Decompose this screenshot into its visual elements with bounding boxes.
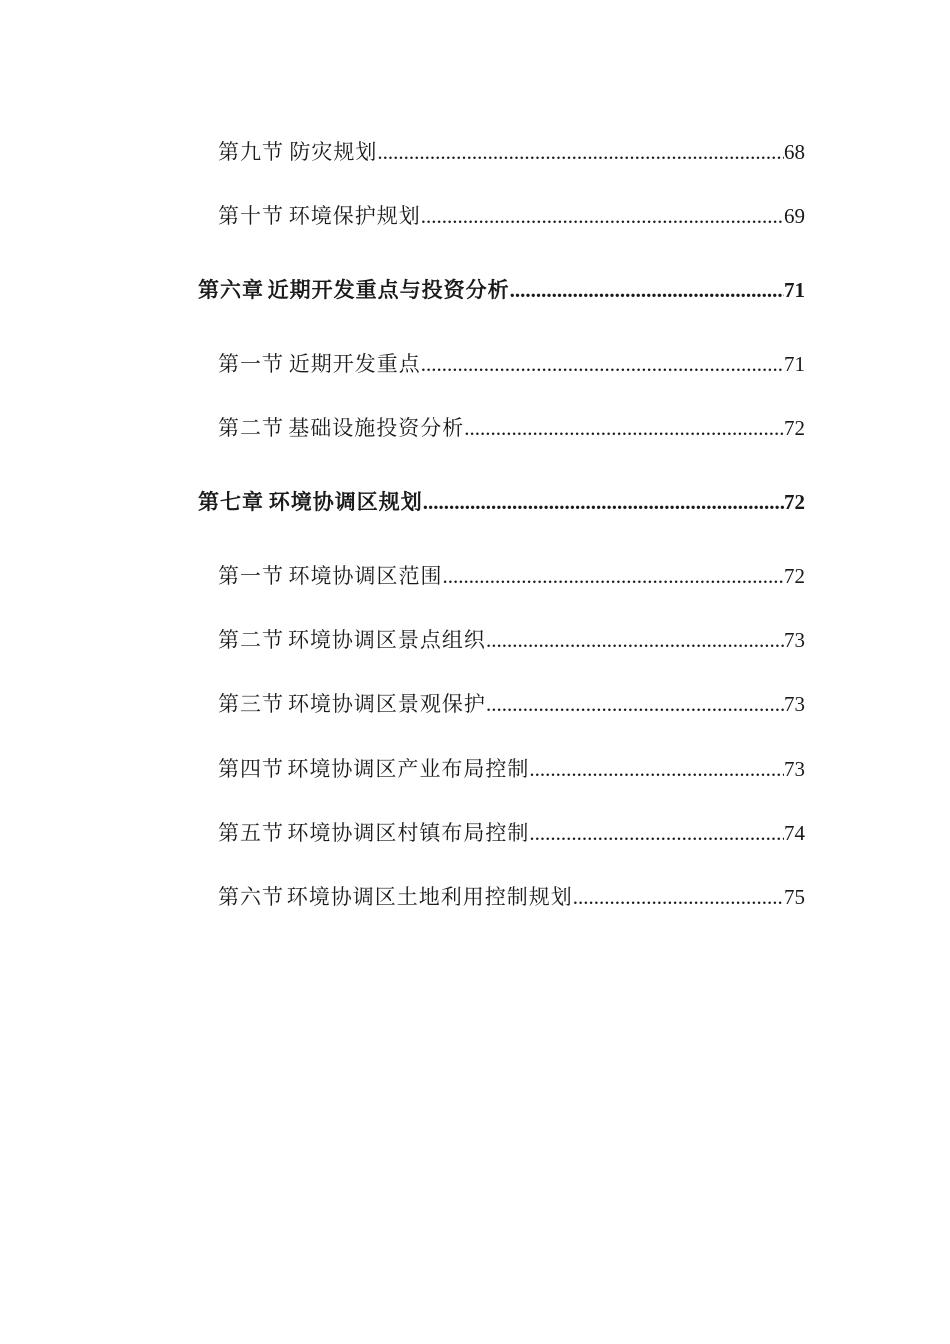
toc-entry-number: 第三节 (218, 692, 284, 716)
toc-entry-page: 73 (784, 628, 805, 652)
toc-entry[interactable] (218, 200, 805, 230)
toc-entry-number: 第五节 (218, 821, 284, 845)
toc-entry-title: 近期开发重点 (288, 352, 421, 376)
toc-entry-page: 69 (784, 204, 805, 228)
dot-leader (510, 278, 784, 303)
toc-entry-page: 74 (784, 821, 805, 845)
toc-entry-page: 68 (784, 140, 805, 164)
dot-leader (423, 490, 784, 515)
toc-entry-number: 第二节 (218, 628, 284, 652)
toc-entry-number: 第六章 (198, 277, 264, 302)
toc-entry-number: 第九节 (218, 140, 284, 164)
toc-entry-page: 73 (784, 757, 805, 781)
toc-entry-number: 第七章 (198, 489, 264, 514)
dot-leader (377, 140, 784, 165)
toc-entry[interactable] (218, 348, 805, 378)
toc-entry-page: 72 (784, 490, 805, 514)
dot-leader (529, 821, 784, 846)
toc-entry-number: 第一节 (218, 352, 284, 376)
toc-entry-number: 第二节 (218, 416, 284, 440)
dot-leader (573, 885, 784, 910)
toc-entry[interactable] (218, 881, 805, 911)
toc-chapter-entry[interactable] (198, 274, 805, 304)
dot-leader (421, 204, 784, 229)
toc-entry-page: 75 (784, 885, 805, 909)
toc-entry-page: 71 (784, 278, 805, 302)
toc-entry[interactable] (218, 753, 805, 783)
toc-entry-title: 基础设施投资分析 (288, 416, 465, 440)
toc-entry-page: 72 (784, 564, 805, 588)
toc-chapter-entry[interactable] (198, 486, 805, 516)
toc-entry[interactable] (218, 412, 805, 442)
toc-entry-title: 环境协调区范围 (288, 564, 443, 588)
toc-entry-page: 73 (784, 692, 805, 716)
toc-entry-title: 环境协调区景点组织 (287, 628, 486, 652)
toc-entry-number: 第六节 (218, 885, 284, 909)
toc-entry[interactable] (218, 817, 805, 847)
dot-leader (443, 564, 784, 589)
toc-entry-title: 环境协调区规划 (268, 489, 423, 514)
toc-entry-number: 第十节 (218, 204, 284, 228)
dot-leader (486, 692, 784, 717)
toc-entry-title: 防灾规划 (289, 140, 378, 164)
toc-entry-page: 71 (784, 352, 805, 376)
toc-entry[interactable] (218, 688, 805, 718)
toc-entry-page: 72 (784, 416, 805, 440)
dot-leader (486, 628, 784, 653)
toc-entry-title: 环境协调区村镇布局控制 (287, 821, 530, 845)
toc-entry[interactable] (218, 136, 805, 166)
toc-entry-title: 环境协调区土地利用控制规划 (286, 885, 573, 909)
toc-entry[interactable] (218, 560, 805, 590)
toc-entry[interactable] (218, 624, 805, 654)
toc-entry-number: 第一节 (218, 564, 284, 588)
dot-leader (529, 757, 784, 782)
toc-entry-title: 环境保护规划 (288, 204, 421, 228)
toc-entry-title: 近期开发重点与投资分析 (267, 277, 510, 302)
dot-leader (464, 416, 784, 441)
toc-entry-number: 第四节 (218, 757, 284, 781)
dot-leader (421, 352, 784, 377)
toc-entry-title: 环境协调区景观保护 (287, 692, 486, 716)
toc-entry-title: 环境协调区产业布局控制 (287, 757, 530, 781)
